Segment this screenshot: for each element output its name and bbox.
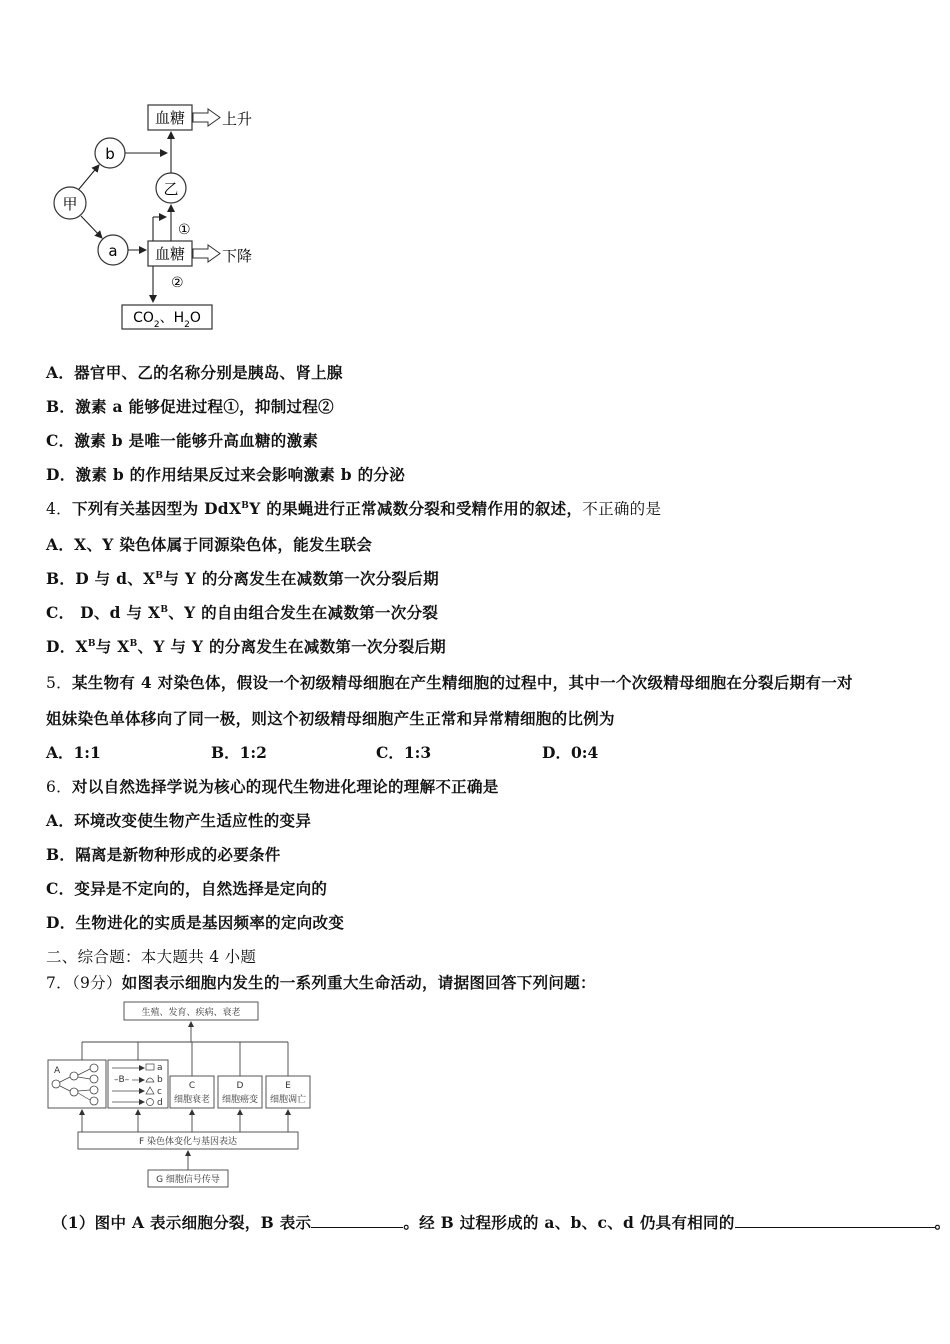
q3-option-c: C．激素 b 是唯一能够升高血糖的激素 (46, 431, 319, 450)
q4-option-d: D．$X^B$与 $X^B$、Y 与 Y 的分离发生在减数第一次分裂后期 (46, 637, 446, 656)
hormone-a-node (98, 235, 128, 265)
q6-option-a: A．环境改变使生物产生适应性的变异 (46, 811, 312, 830)
blood-sugar-top-box (148, 105, 192, 130)
hormone-b-node (95, 138, 125, 168)
q3-option-a: A．器官甲、乙的名称分别是胰岛、肾上腺 (46, 363, 343, 382)
q4-option-c: C． D、d 与 $X^B$、Y 的自由组合发生在减数第一次分裂 (46, 603, 439, 622)
cell-b: b (157, 1075, 163, 1085)
label-b: –B– (114, 1075, 130, 1085)
blood-sugar-diagram (40, 95, 280, 340)
q6-option-c: C．变异是不定向的，自然选择是定向的 (46, 879, 328, 898)
f-box-label: F 染色体变化与基因表达 (138, 1137, 238, 1147)
svg-text:b: b (105, 145, 115, 163)
answer-blank-2[interactable] (735, 1213, 935, 1228)
q6-stem: 6．对以自然选择学说为核心的现代生物进化理论的理解不正确是 (46, 777, 499, 796)
label-e-text: 细胞凋亡 (269, 1095, 307, 1105)
q5-stem-line1: 5．某生物有 4 对染色体，假设一个初级精母细胞在产生精细胞的过程中，其中一个次级精母细胞在分裂后期有一对 (46, 673, 853, 692)
q3-option-d: D．激素 b 的作用结果反过来会影响激素 b 的分泌 (46, 465, 406, 484)
q6-option-b: B．隔离是新物种形成的必要条件 (46, 845, 281, 864)
cell-c: c (157, 1087, 162, 1097)
q5-option-b: B．1:2 (211, 743, 267, 762)
rise-label: 上升 (222, 110, 253, 128)
svg-text:乙: 乙 (163, 180, 179, 198)
q5-stem-line2: 姐妹染色单体移向了同一极，则这个初级精母细胞产生正常和异常精细胞的比例为 (46, 709, 615, 728)
svg-text:甲: 甲 (62, 195, 78, 213)
q6-option-d: D．生物进化的实质是基因频率的定向改变 (46, 913, 345, 932)
label-d: D (236, 1081, 244, 1091)
products-label: $CO_2$、$H_2O$ (133, 310, 201, 330)
fall-hollow-arrow (193, 245, 220, 262)
cell-life-activity-diagram (44, 998, 324, 1190)
svg-text:血糖: 血糖 (154, 109, 186, 127)
blood-sugar-bottom-box (148, 241, 192, 266)
fall-label: 下降 (222, 247, 253, 265)
label-c-text: 细胞衰老 (173, 1095, 211, 1105)
organ-jia-node (54, 187, 86, 219)
q5-option-c: C．1:3 (376, 743, 432, 762)
svg-text:a: a (108, 242, 118, 260)
label-d-text: 细胞癌变 (221, 1095, 259, 1105)
section-2-title: 二、综合题：本大题共 4 小题 (46, 948, 257, 966)
q4-option-a: A．X、Y 染色体属于同源染色体，能发生联会 (46, 535, 373, 554)
products-box (122, 305, 212, 330)
cell-a: a (157, 1063, 163, 1073)
top-box-label: 生殖、发育、疾病、衰老 (141, 1008, 241, 1018)
process-1-label: ① (178, 222, 191, 238)
q5-option-a: A．1:1 (46, 743, 101, 762)
svg-text:血糖: 血糖 (154, 245, 186, 263)
label-c: C (188, 1081, 196, 1091)
q4-stem: 4．下列有关基因型为 DdX$^B$Y 的果蝇进行正常减数分裂和受精作用的叙述，不正确的是 (46, 499, 662, 518)
organ-yi-node (156, 173, 186, 203)
answer-blank-1[interactable] (311, 1213, 403, 1228)
q3-option-b: B．激素 a 能够促进过程①，抑制过程② (46, 397, 334, 416)
rise-hollow-arrow (193, 109, 220, 126)
q7-subquestion-1: （1）图中 A 表示细胞分裂，B 表示 。经 B 过程形成的 a、b、c、d 仍具有相同的 。 (52, 1213, 950, 1232)
label-e: E (285, 1081, 291, 1091)
label-a: A (54, 1066, 61, 1076)
g-box-label: G 细胞信号传导 (156, 1175, 220, 1185)
q7-stem: 7．（9分）如图表示细胞内发生的一系列重大生命活动，请据图回答下列问题： (46, 973, 596, 992)
q5-option-d: D．0:4 (542, 743, 599, 762)
q4-option-b: B．D 与 d、$X^B$与 Y 的分离发生在减数第一次分裂后期 (46, 569, 439, 588)
cell-d: d (157, 1098, 163, 1108)
process-2-label: ② (171, 275, 184, 291)
